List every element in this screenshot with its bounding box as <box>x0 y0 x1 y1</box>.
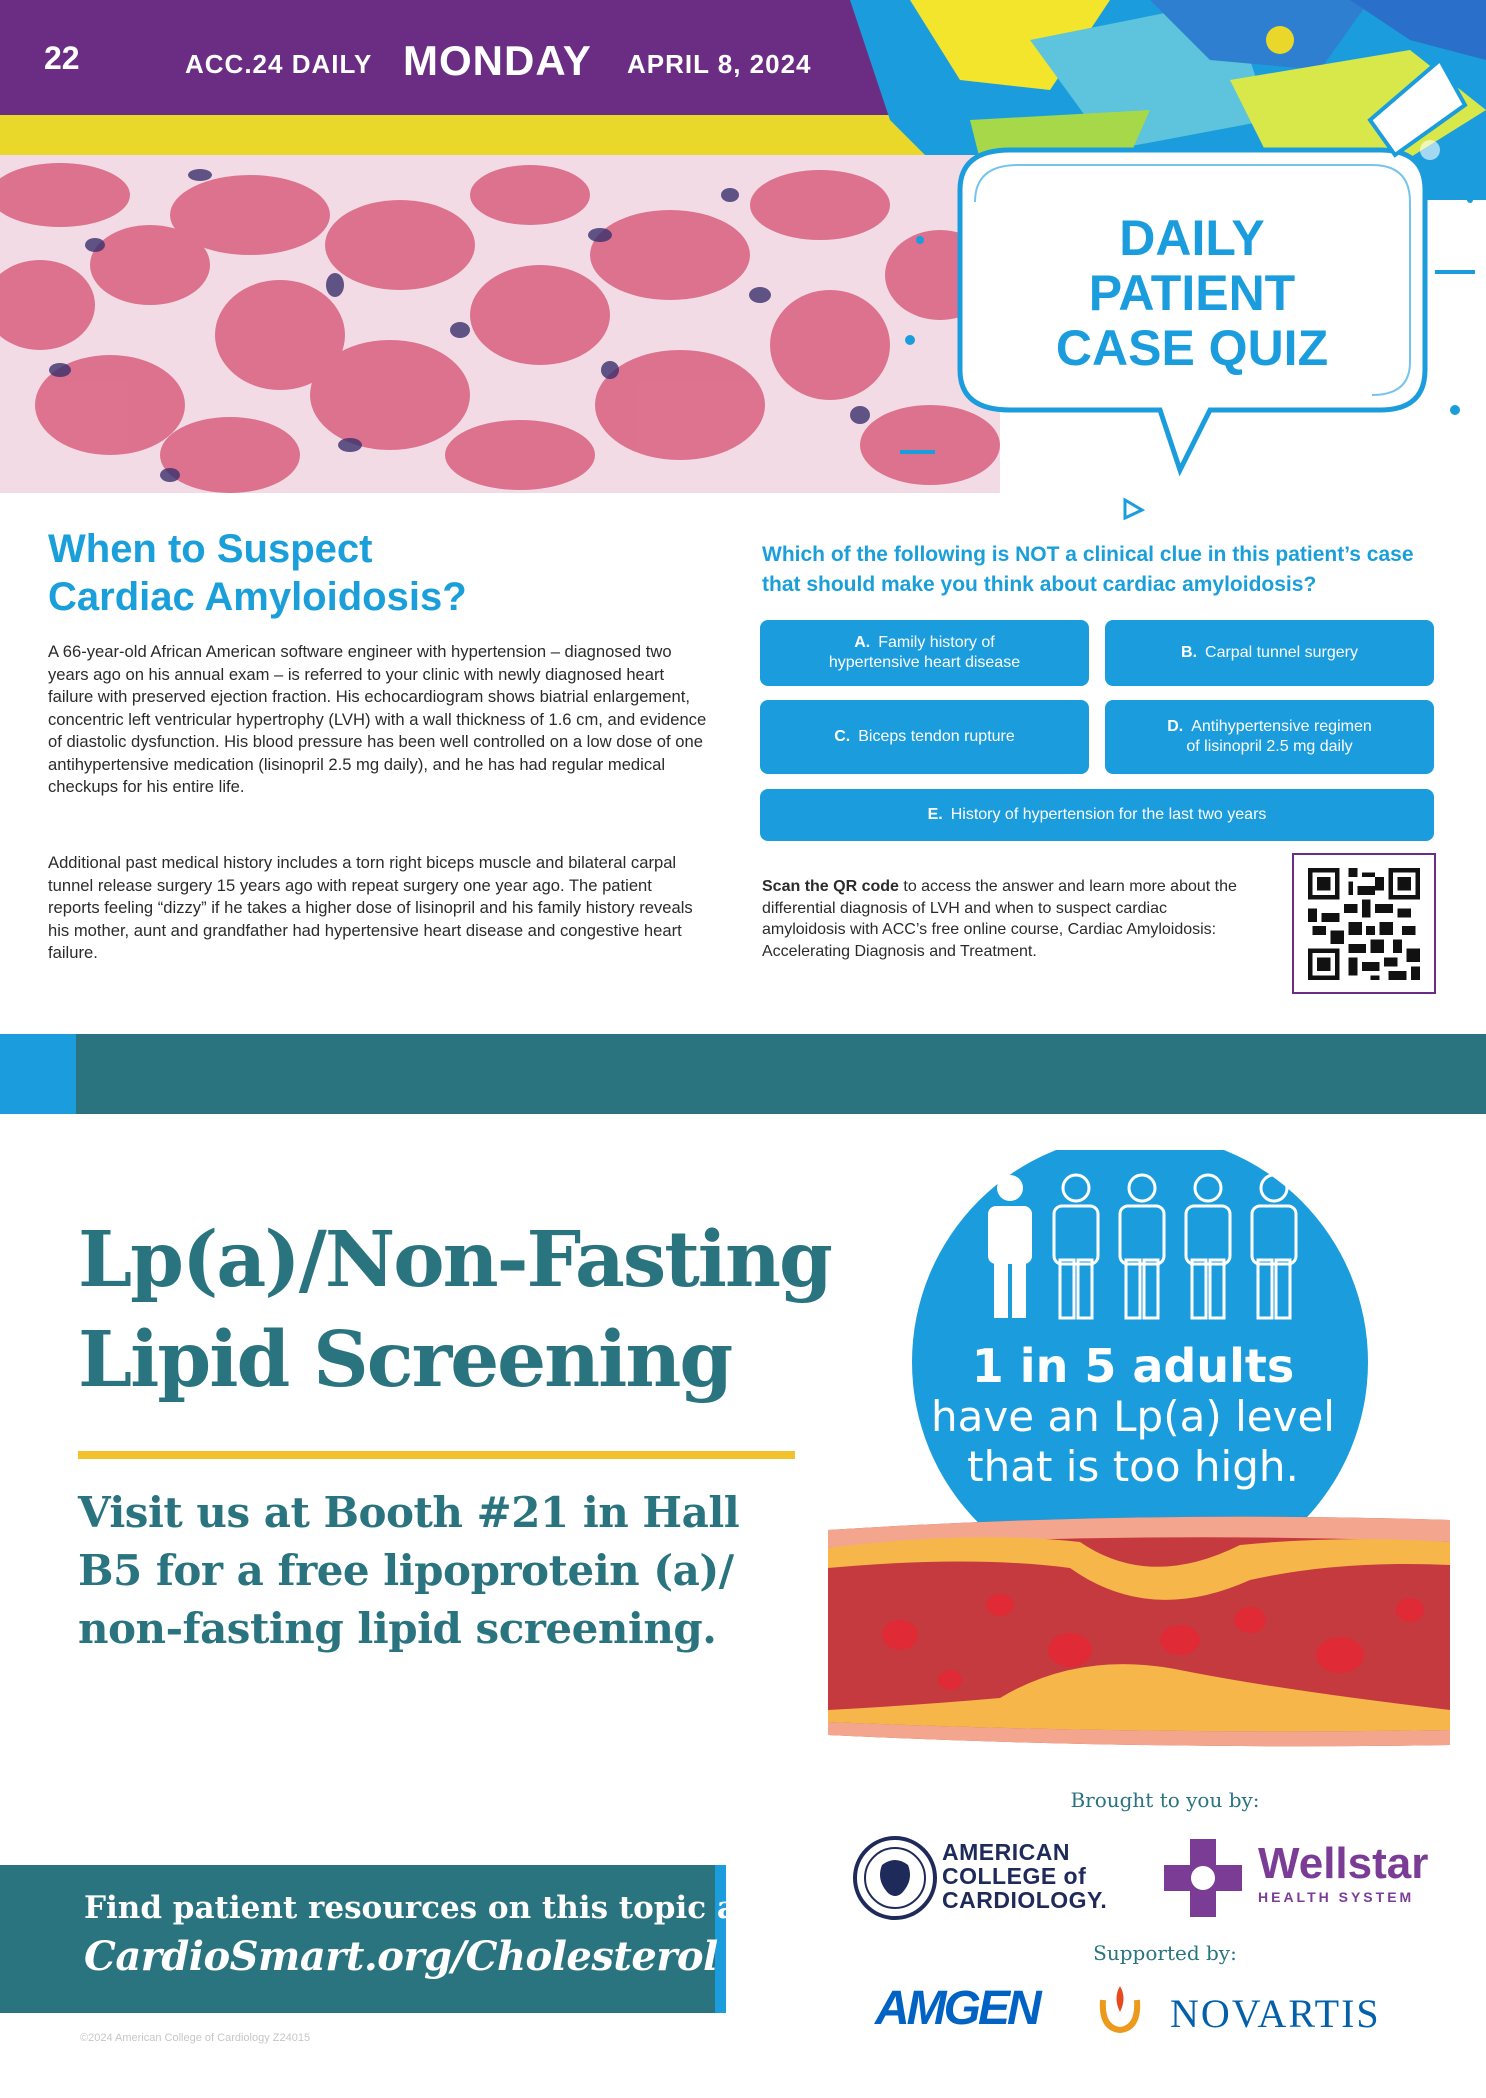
visit-line1: Visit us at Booth #21 in Hall <box>78 1488 740 1537</box>
scan-instructions <box>762 876 1252 962</box>
novartis-flame-icon <box>1095 1982 1145 2034</box>
stat-line-2: have an Lp(a) level <box>931 1392 1335 1441</box>
case-quiz-badge <box>880 40 1486 520</box>
option-d-line1: Antihypertensive regimen <box>1191 718 1372 735</box>
option-e-line1: History of hypertension for the last two years <box>950 806 1267 823</box>
option-d-letter: D. <box>1167 718 1184 735</box>
gold-rule <box>78 1451 795 1459</box>
wellstar-subtitle: HEALTH SYSTEM <box>1258 1889 1415 1905</box>
acc-seal-icon <box>852 1835 938 1921</box>
acc-wordmark <box>942 1840 1107 1912</box>
quiz-badge-line1: DAILY <box>1119 210 1265 266</box>
option-e-letter: E. <box>927 806 943 823</box>
answer-option-b[interactable] <box>1105 620 1434 686</box>
lpa-title-line1: Lp(a)/Non-Fasting <box>78 1215 831 1305</box>
resource-text: Find patient resources on this topic at <box>84 1890 752 1926</box>
lpa-title-line2: Lipid Screening <box>78 1315 732 1405</box>
option-b-letter: B. <box>1181 644 1198 661</box>
option-d-line2: of lisinopril 2.5 mg daily <box>1186 738 1353 755</box>
acc-line2: COLLEGE of <box>942 1863 1087 1889</box>
header-date: APRIL 8, 2024 <box>627 49 812 79</box>
wellstar-wordmark: Wellstar <box>1258 1839 1429 1888</box>
case-title <box>48 525 648 621</box>
case-paragraph-1: A 66-year-old African American software engineer with hypertension – diagnosed two years ago on his annual exam – is referred to your clinic with newly diagnosed heart failure with preserved ejection fraction. His echocardiogram shows biatrial enlargement, concentric left ventricular hypertrophy (LVH) with a wall thickness of 1.6 cm, and evidence of diastolic dysfunction. His blood pressure has been well controlled on a low dose of one antihypertensive medication (lisinopril 2.5 mg daily), and he has had regular medical checkups for his entire life. <box>48 642 707 796</box>
answer-option-d[interactable] <box>1105 700 1434 774</box>
answer-option-c[interactable] <box>760 700 1089 774</box>
lpa-statistic <box>868 1340 1398 1492</box>
page-number: 22 <box>44 40 80 76</box>
booth-invitation <box>78 1484 778 1658</box>
qr-code-icon <box>1308 868 1420 980</box>
visit-line2: B5 for a free lipoprotein (a)/ <box>78 1546 734 1595</box>
option-c-line1: Biceps tendon rupture <box>858 728 1015 745</box>
histology-image <box>0 155 1000 493</box>
scan-rest: to access the answer and learn more about the differential diagnosis of LVH and when to suspect cardiac amyloidosis with ACC’s free online course, Cardiac Amyloidosis: Accelerating Diagnosis and Treatment. <box>762 878 1237 960</box>
option-a-line2: hypertensive heart disease <box>828 654 1021 671</box>
stat-headline: 1 in 5 adults <box>971 1339 1295 1393</box>
supported-by: Supported by: <box>1093 1941 1237 1965</box>
qr-code[interactable] <box>1292 853 1436 994</box>
acc-line3: CARDIOLOGY. <box>942 1887 1108 1913</box>
option-a-letter: A. <box>854 634 871 651</box>
divider-accent-block <box>0 1034 76 1114</box>
case-title-line1: When to Suspect <box>48 527 373 571</box>
brought-to-you-by: Brought to you by: <box>1070 1788 1260 1812</box>
acc-line1: AMERICAN <box>942 1839 1070 1865</box>
amgen-logo: AMGEN <box>875 1982 1039 2035</box>
answer-option-e[interactable] <box>760 789 1434 841</box>
option-b-line1: Carpal tunnel surgery <box>1205 644 1358 661</box>
quiz-badge-line3: CASE QUIZ <box>1055 320 1329 376</box>
copyright-notice: ©2024 American College of Cardiology Z24015 <box>80 2032 311 2044</box>
option-c-letter: C. <box>834 728 851 745</box>
novartis-wordmark: NOVARTIS <box>1170 1991 1381 2036</box>
lpa-headline <box>78 1210 838 1410</box>
option-a-line1: Family history of <box>878 634 995 651</box>
case-paragraph-2: Additional past medical history includes a torn right biceps muscle and bilateral carpal tunnel release surgery 15 years ago with repeat surgery one year ago. The patient reports feeling “dizzy” if he takes a higher dose of lisinopril and his family history reveals his mother, aunt and grandfather had hypertensive heart disease and congestive heart failure. <box>48 853 693 962</box>
answer-option-a[interactable] <box>760 620 1089 686</box>
stat-line-3: that is too high. <box>967 1442 1299 1491</box>
quiz-badge-line2: PATIENT <box>1088 265 1296 321</box>
visit-line3: non-fasting lipid screening. <box>78 1604 717 1653</box>
cardiosmart-link[interactable]: CardioSmart.org/Cholesterol <box>84 1933 718 1980</box>
case-title-line2: Cardiac Amyloidosis? <box>48 575 467 619</box>
wellstar-cross-icon <box>1158 1835 1248 1921</box>
artery-illustration <box>828 1517 1450 1747</box>
header-day: MONDAY <box>403 37 592 84</box>
divider-bar <box>76 1034 1486 1114</box>
scan-bold: Scan the QR code <box>762 878 899 895</box>
publication-name: ACC.24 DAILY <box>185 49 373 79</box>
quiz-question: Which of the following is NOT a clinical clue in this patient’s case that should make you think about cardiac amyloidosis? <box>762 543 1414 596</box>
